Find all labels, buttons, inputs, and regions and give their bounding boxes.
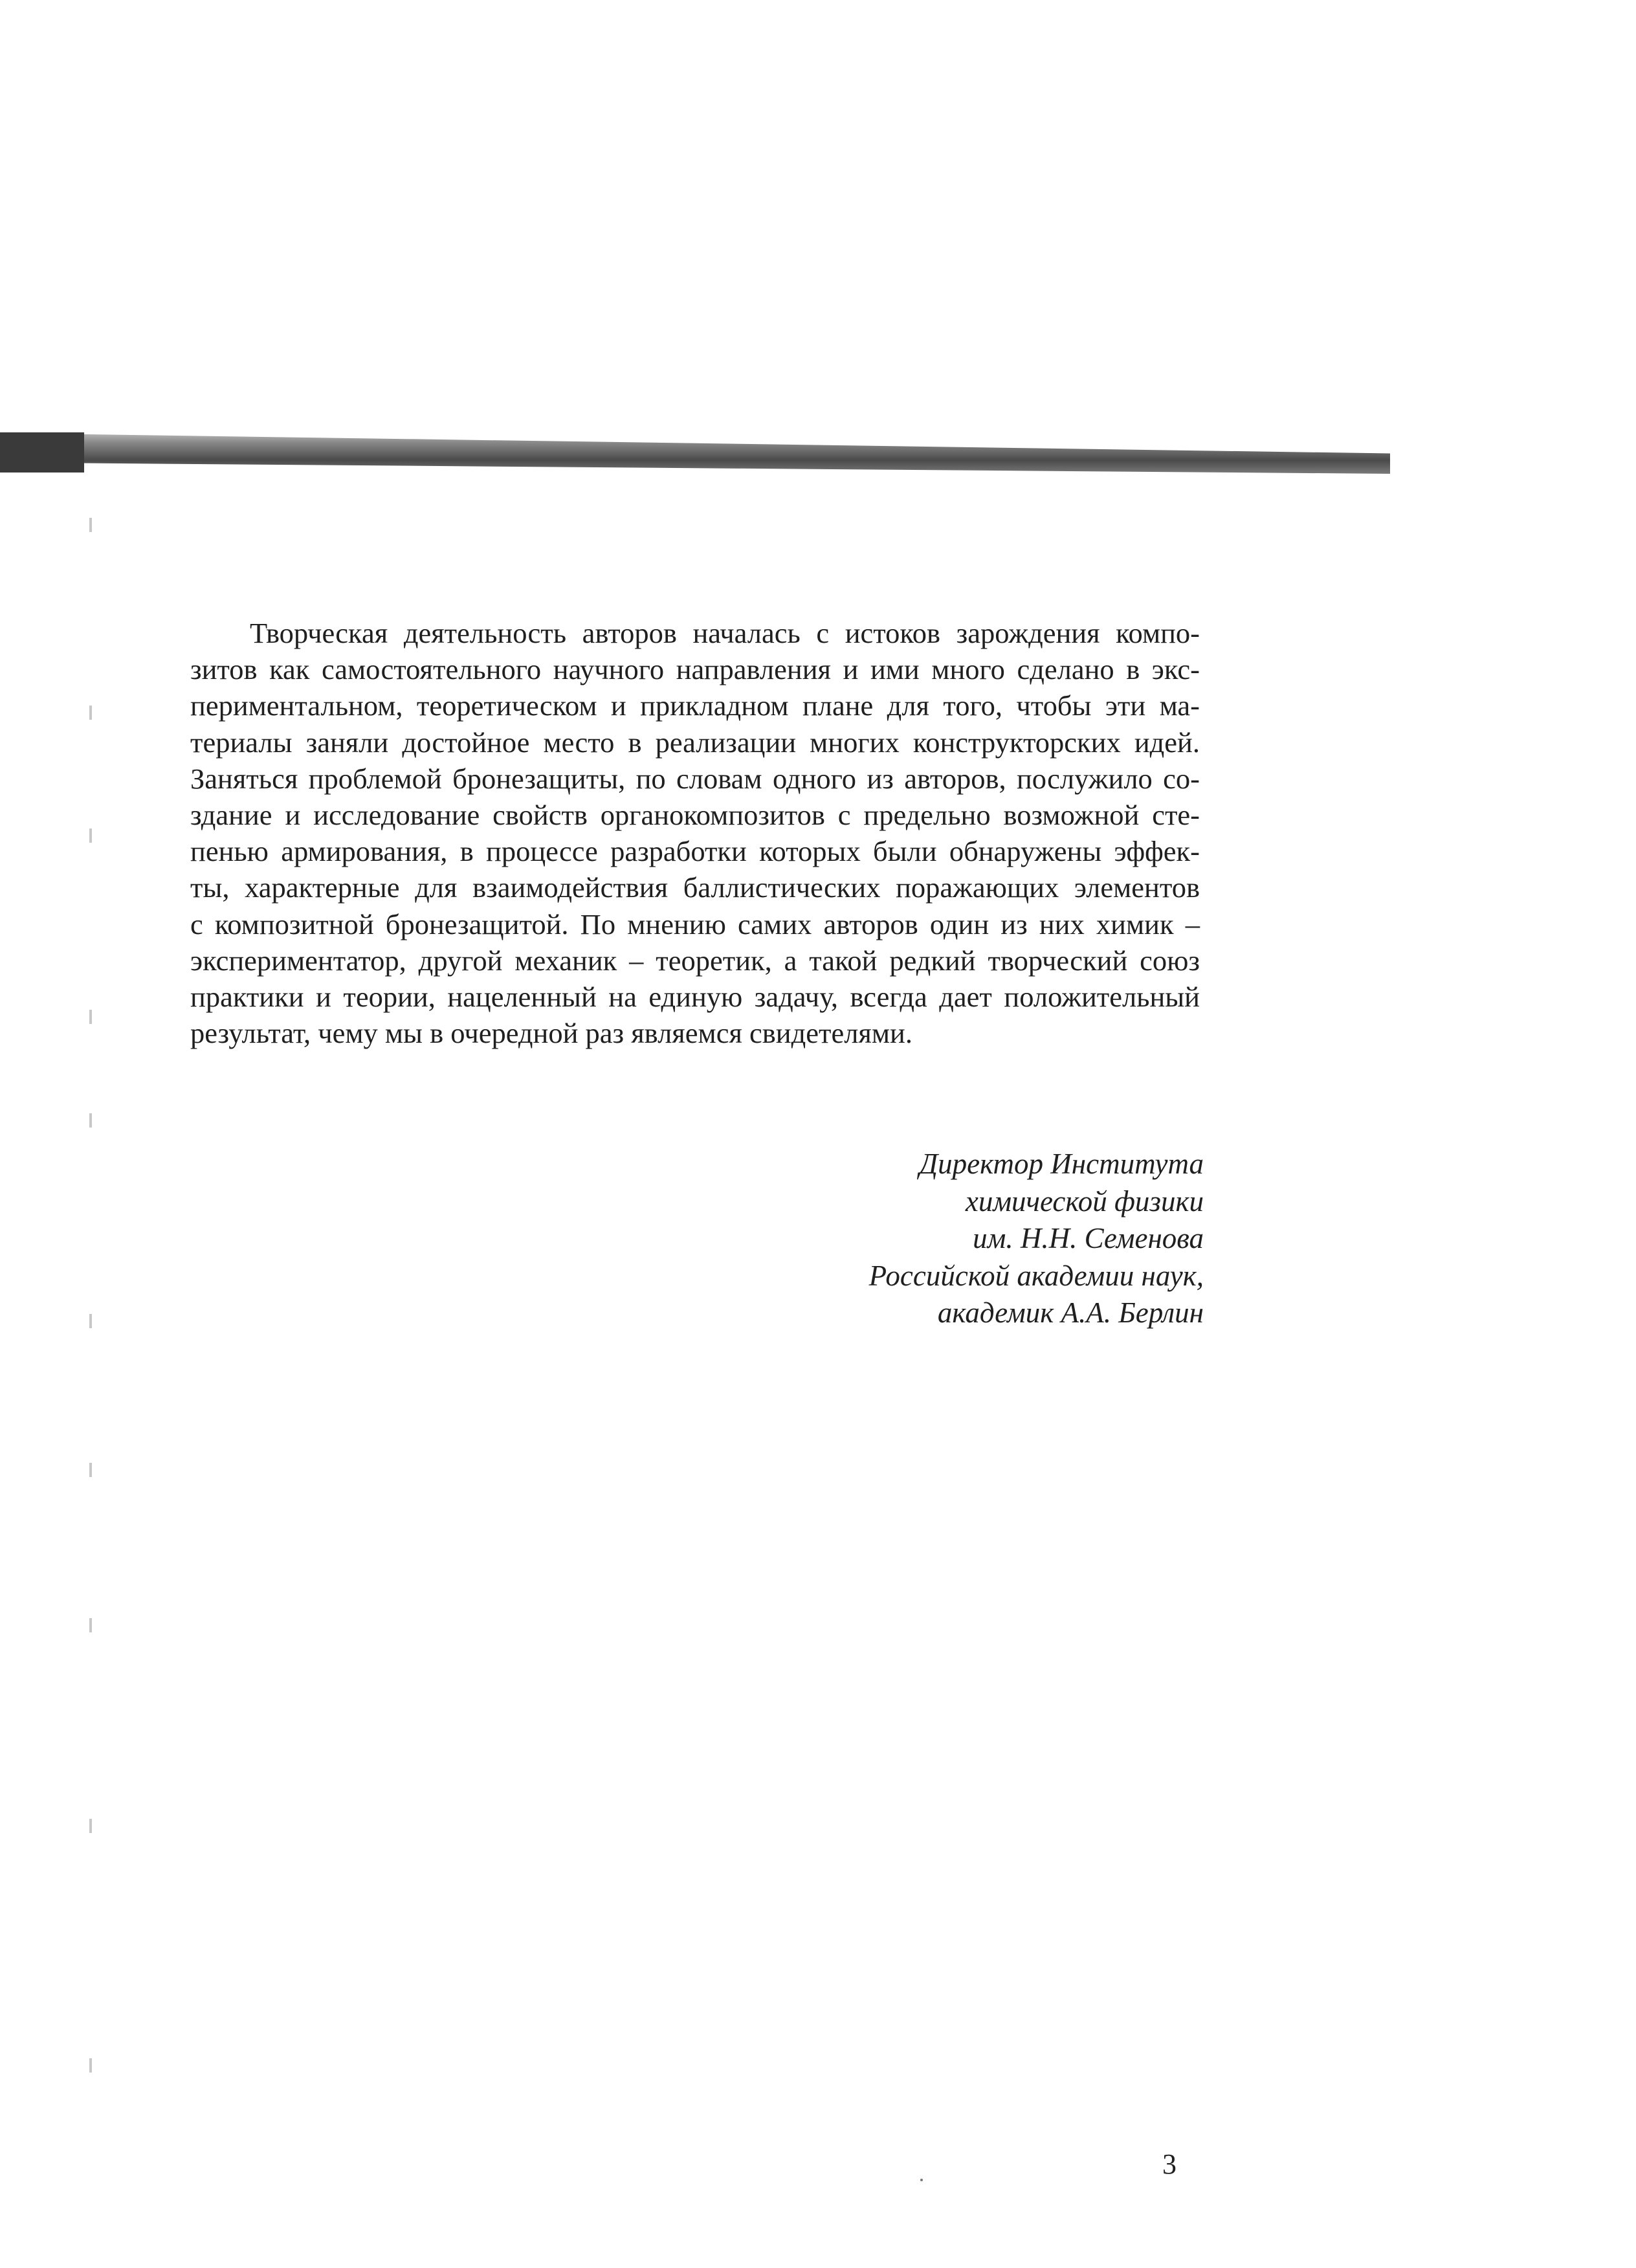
- scan-speck: [920, 2179, 923, 2181]
- body-line: Заняться проблемой бронезащиты, по словам одного из авторов, послужило со-: [190, 762, 1200, 795]
- signature-line: Директор Института: [919, 1148, 1204, 1180]
- body-line: практики и теории, нацеленный на единую задачу, всегда дает положительный: [190, 981, 1200, 1014]
- body-line: пенью армирования, в процессе разработки которых были обнаружены эффек-: [190, 835, 1200, 868]
- body-line: экспериментатор, другой механик – теоретик, а такой редкий творческий союз: [190, 944, 1200, 977]
- signature-line: Российской академии наук,: [868, 1259, 1204, 1292]
- body-paragraph: [190, 615, 1200, 1051]
- body-line: ты, характерные для взаимодействия баллистических поражающих элементов: [190, 871, 1200, 904]
- signature-line: академик А.А. Берлин: [937, 1296, 1204, 1329]
- body-line: териалы заняли достойное место в реализации многих конструкторских идей.: [190, 726, 1200, 759]
- body-line: зитов как самостоятельного научного направления и ими много сделано в экс-: [190, 653, 1200, 686]
- scan-edge-corner: [0, 432, 84, 472]
- body-line: Творческая деятельность авторов началась с истоков зарождения компо-: [250, 617, 1200, 649]
- body-line: периментальном, теоретическом и прикладном плане для того, чтобы эти ма-: [190, 689, 1200, 722]
- signature-line: химической физики: [965, 1184, 1204, 1217]
- signature-block: [869, 1146, 1204, 1332]
- scan-edge: [0, 428, 1390, 474]
- body-line: результат, чему мы в очередной раз являемся свидетелями.: [190, 1017, 912, 1050]
- page-number: 3: [1162, 2148, 1177, 2180]
- binding-marks: [89, 518, 94, 2136]
- signature-line: им. Н.Н. Семенова: [973, 1222, 1204, 1254]
- body-line: с композитной бронезащитой. По мнению самих авторов один из них химик –: [190, 907, 1200, 940]
- body-line: здание и исследование свойств органокомпозитов с предельно возможной сте-: [190, 799, 1200, 832]
